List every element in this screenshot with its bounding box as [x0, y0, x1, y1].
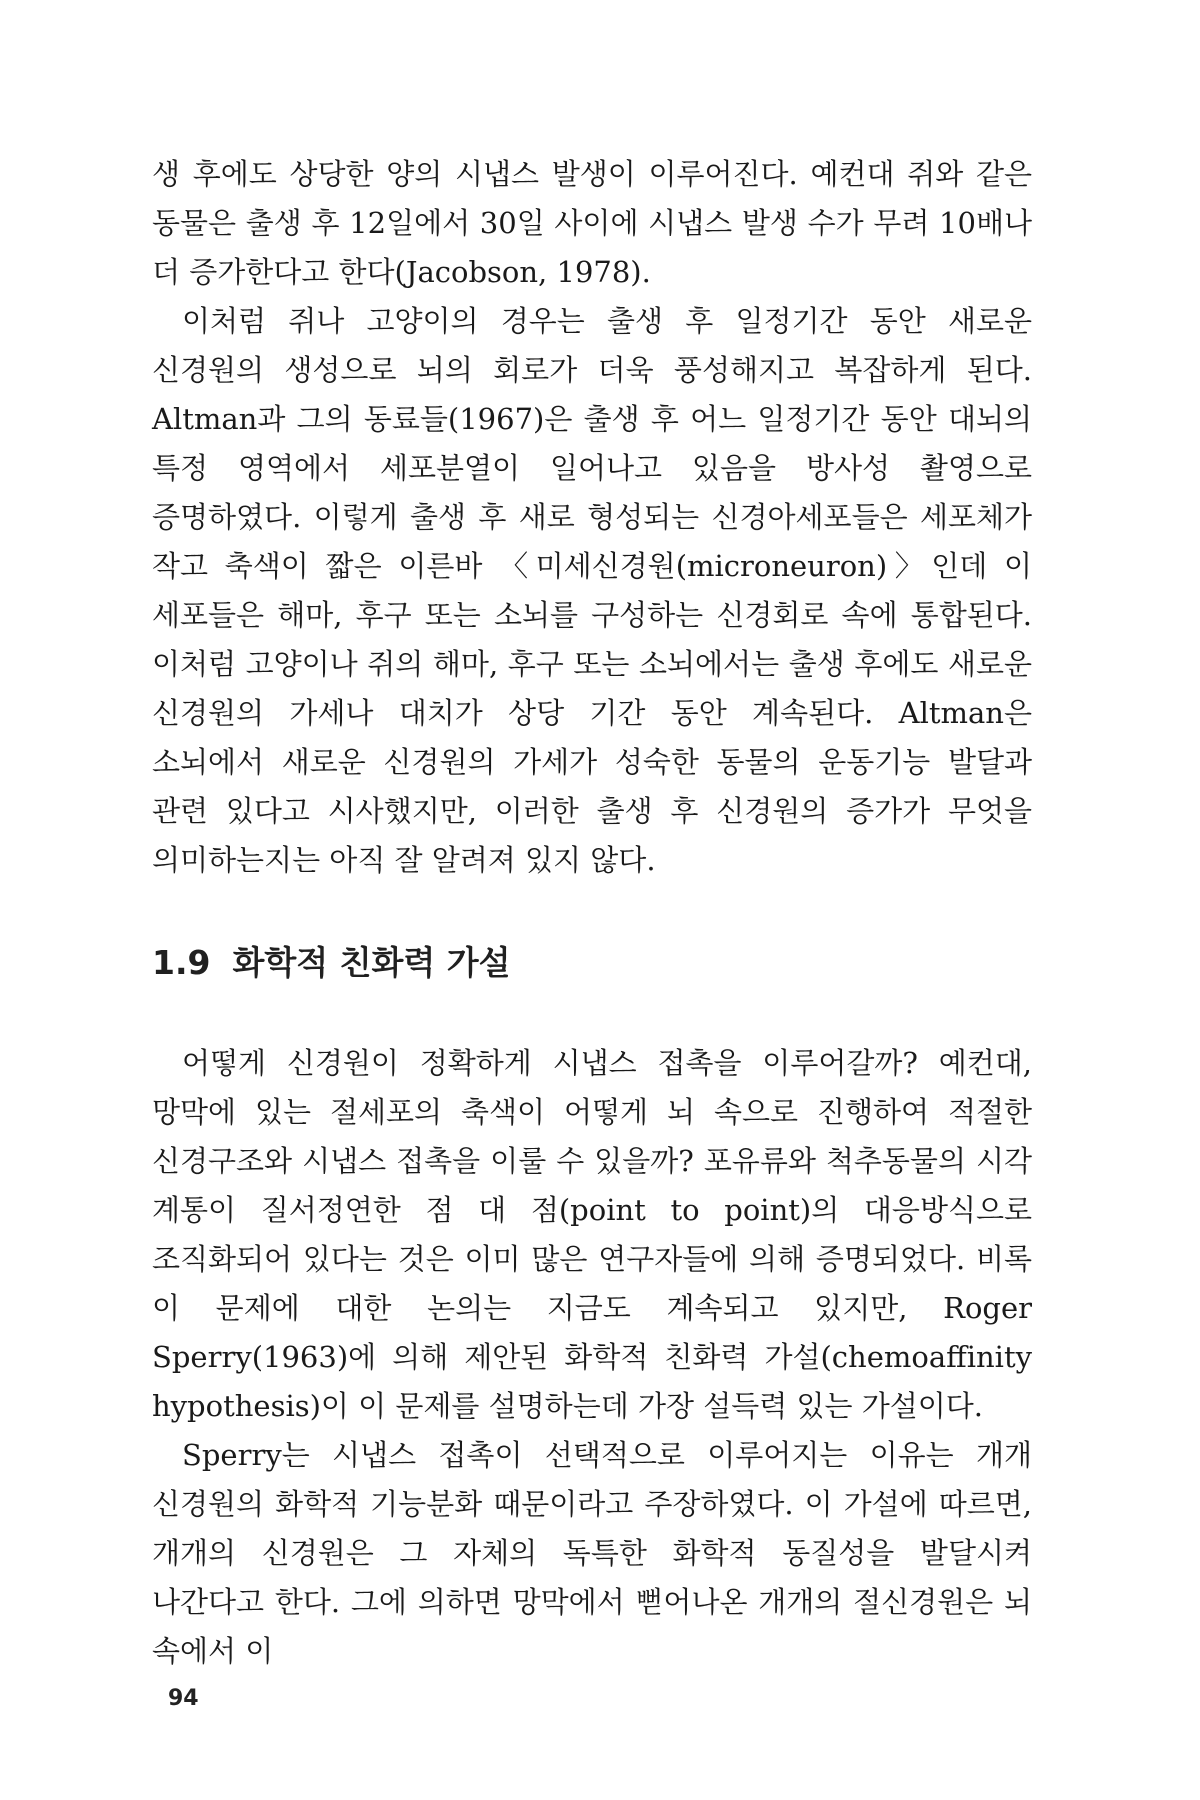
paragraph-3: 어떻게 신경원이 정확하게 시냅스 접촉을 이루어갈까? 예컨대, 망막에 있는 절세포의 축색이 어떻게 뇌 속으로 진행하여 적절한 신경구조와 시냅스 접촉을 이룰 수 있을까? 포유류와 척추동물의 시각 계통이 질서정연한 점 대 점(point to point)의 대응방식으로 조직화되어 있다는 것은 이미 많은 연구자들에 의해 증명되었다. 비록 이 문제에 대한 논의는 지금도 계속되고 있지만, Roger Sperry(1963)에 의해 제안된 화학적 친화력 가설(chemoaffinity hypothesis)이 이 문제를 설명하는데 가장 설득력 있는 가설이다. — [152, 1046, 1032, 1423]
section-number: 1.9 — [152, 943, 211, 982]
section-title: 화학적 친화력 가설 — [232, 943, 511, 982]
paragraph-2: 이처럼 쥐나 고양이의 경우는 출생 후 일정기간 동안 새로운 신경원의 생성으로 뇌의 회로가 더욱 풍성해지고 복잡하게 된다. Altman과 그의 동료들(1967)은 출생 후 어느 일정기간 동안 대뇌의 특정 영역에서 세포분열이 일어나고 있음을 방사성 촬영으로 증명하였다. 이렇게 출생 후 새로 형성되는 신경아세포들은 세포체가 작고 축색이 짧은 이른바 〈미세신경원(microneuron)〉인데 이 세포들은 해마, 후구 또는 소뇌를 구성하는 신경회로 속에 통합된다. 이처럼 고양이나 쥐의 해마, 후구 또는 소뇌에서는 출생 후에도 새로운 신경원의 가세나 대치가 상당 기간 동안 계속된다. Altman은 소뇌에서 새로운 신경원의 가세가 성숙한 동물의 운동기능 발달과 관련 있다고 시사했지만, 이러한 출생 후 신경원의 증가가 무엇을 의미하는지는 아직 잘 알려져 있지 않다. — [152, 304, 1032, 877]
page-number: 94 — [168, 1686, 199, 1711]
paragraph-4: Sperry는 시냅스 접촉이 선택적으로 이루어지는 이유는 개개 신경원의 화학적 기능분화 때문이라고 주장하였다. 이 가설에 따르면, 개개의 신경원은 그 자체의 독특한 화학적 동질성을 발달시켜 나간다고 한다. 그에 의하면 망막에서 뻗어나온 개개의 절신경원은 뇌 속에서 이 — [152, 1438, 1032, 1668]
section-heading — [152, 943, 1032, 983]
page-body — [152, 150, 1032, 1676]
paragraph-1: 생 후에도 상당한 양의 시냅스 발생이 이루어진다. 예컨대 쥐와 같은 동물은 출생 후 12일에서 30일 사이에 시냅스 발생 수가 무려 10배나 더 증가한다고 한다(Jacobson, 1978). — [152, 157, 1032, 289]
